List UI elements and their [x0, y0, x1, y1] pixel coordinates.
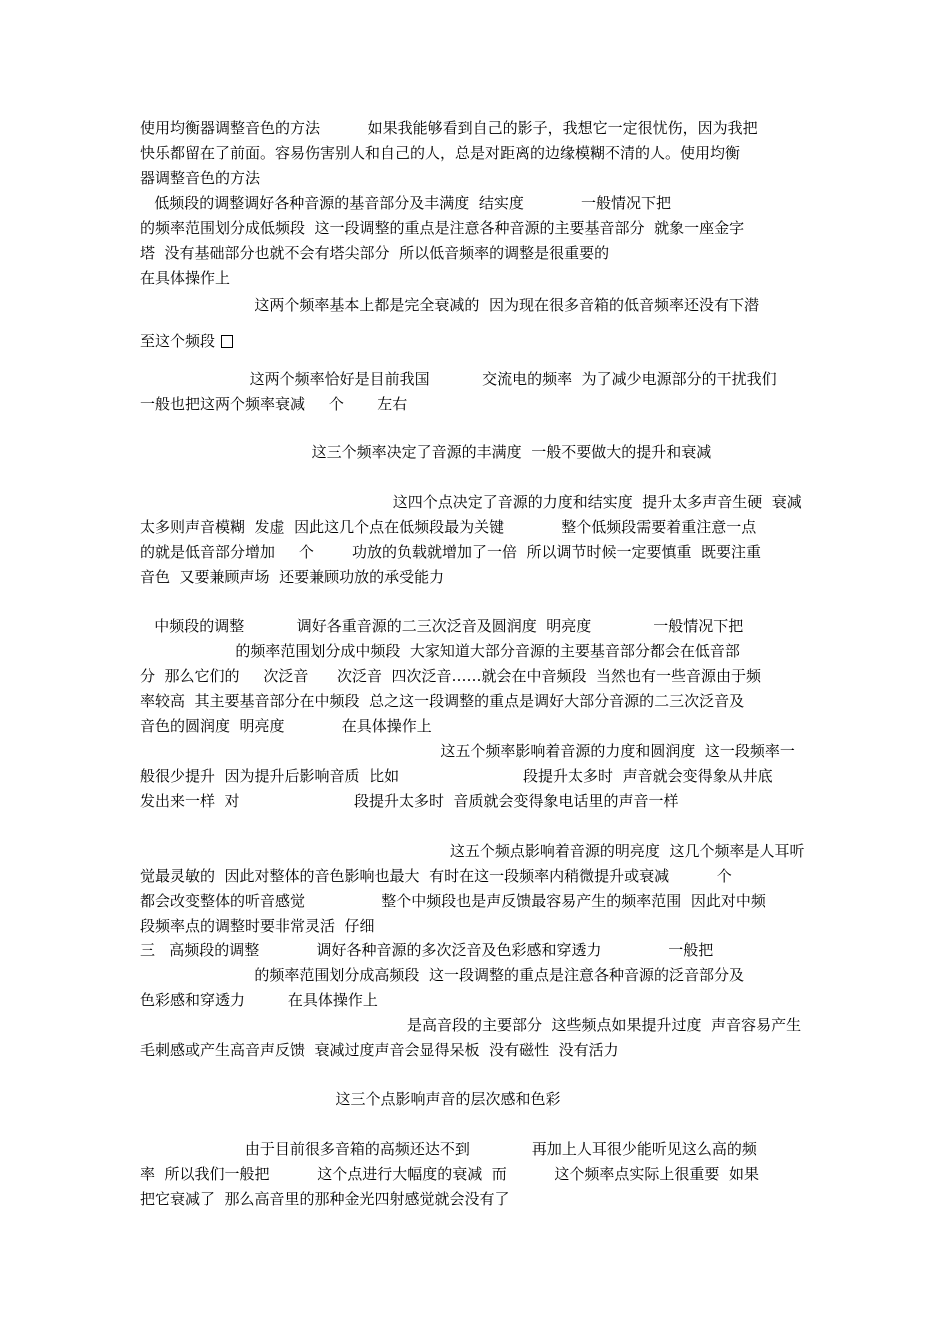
text-line: 发出来一样 对 段提升太多时 音质就会变得象电话里的声音一样: [140, 792, 679, 810]
text-line: 率较高 其主要基音部分在中频段 总之这一段调整的重点是调好大部分音源的二三次泛音及: [140, 692, 745, 710]
text-line: 的就是低音部分增加 个 功放的负载就增加了一倍 所以调节时候一定要慎重 既要注重: [140, 543, 762, 561]
text-line: 这三个频率决定了音源的丰满度 一般不要做大的提升和衰减: [140, 443, 712, 461]
text-line-with-box: [140, 331, 233, 351]
text-line: 觉最灵敏的 因此对整体的音色影响也最大 有时在这一段频率内稍微提升或衰减 个: [140, 867, 732, 885]
text-line: 至这个频段: [140, 332, 216, 350]
text-line: 低频段的调整调好各种音源的基音部分及丰满度 结实度 一般情况下把: [140, 194, 672, 212]
text-line: 三 高频段的调整 调好各种音源的多次泛音及色彩感和穿透力 一般把: [140, 941, 714, 959]
missing-glyph-box-icon: [221, 335, 233, 348]
text-line: 般很少提升 因为提升后影响音质 比如 段提升太多时 声音就会变得象从井底: [140, 767, 773, 785]
text-line: 的频率范围划分成低频段 这一段调整的重点是注意各种音源的主要基音部分 就象一座金字: [140, 219, 745, 237]
text-line: 的频率范围划分成高频段 这一段调整的重点是注意各种音源的泛音部分及: [140, 966, 744, 984]
text-line: 色彩感和穿透力 在具体操作上: [140, 991, 378, 1009]
text-line: 在具体操作上: [140, 269, 231, 287]
text-line: 音色 又要兼顾声场 还要兼顾功放的承受能力: [140, 568, 445, 586]
text-line: 这两个频率恰好是目前我国 交流电的频率 为了减少电源部分的干扰我们: [140, 370, 777, 388]
text-line: 把它衰减了 那么高音里的那种金光四射感觉就会没有了: [140, 1190, 510, 1208]
text-line: 率 所以我们一般把 这个点进行大幅度的衰减 而 这个频率点实际上很重要 如果: [140, 1165, 759, 1183]
text-line: 是高音段的主要部分 这些频点如果提升过度 声音容易产生: [140, 1016, 802, 1034]
text-line: 毛刺感或产生高音声反馈 衰减过度声音会显得呆板 没有磁性 没有活力: [140, 1041, 619, 1059]
text-line: 这三个点影响声音的层次感和色彩: [140, 1090, 561, 1108]
text-line: 使用均衡器调整音色的方法 如果我能够看到自己的影子，我想它一定很忧伤，因为我把: [140, 119, 758, 137]
text-line: 音色的圆润度 明亮度 在具体操作上: [140, 717, 432, 735]
text-line: 这五个频点影响着音源的明亮度 这几个频率是人耳听: [140, 842, 805, 860]
text-line: 快乐都留在了前面。容易伤害别人和自己的人，总是对距离的边缘模糊不清的人。使用均衡: [140, 144, 741, 162]
text-line: 由于目前很多音箱的高频还达不到 再加上人耳很少能听见这么高的频: [140, 1140, 757, 1158]
text-line: 这两个频率基本上都是完全衰减的 因为现在很多音箱的低音频率还没有下潜: [140, 296, 759, 314]
text-line: 段频率点的调整时要非常灵活 仔细: [140, 917, 375, 935]
text-line: 太多则声音模糊 发虚 因此这几个点在低频段最为关键 整个低频段需要着重注意一点: [140, 518, 757, 536]
text-line: 这五个频率影响着音源的力度和圆润度 这一段频率一: [140, 742, 795, 760]
text-line: 的频率范围划分成中频段 大家知道大部分音源的主要基音部分都会在低音部: [140, 642, 740, 660]
text-line: 这四个点决定了音源的力度和结实度 提升太多声音生硬 衰减: [140, 493, 802, 511]
text-line: 器调整音色的方法: [140, 169, 261, 187]
text-line: 分 那么它们的 次泛音 次泛音 四次泛音……就会在中音频段 当然也有一些音源由于频: [140, 667, 762, 685]
text-line: 都会改变整体的听音感觉 整个中频段也是声反馈最容易产生的频率范围 因此对中频: [140, 892, 766, 910]
text-line: 塔 没有基础部分也就不会有塔尖部分 所以低音频率的调整是很重要的: [140, 244, 610, 262]
text-line: 一般也把这两个频率衰减 个 左右: [140, 395, 408, 413]
text-line: 中频段的调整 调好各重音源的二三次泛音及圆润度 明亮度 一般情况下把: [140, 617, 744, 635]
